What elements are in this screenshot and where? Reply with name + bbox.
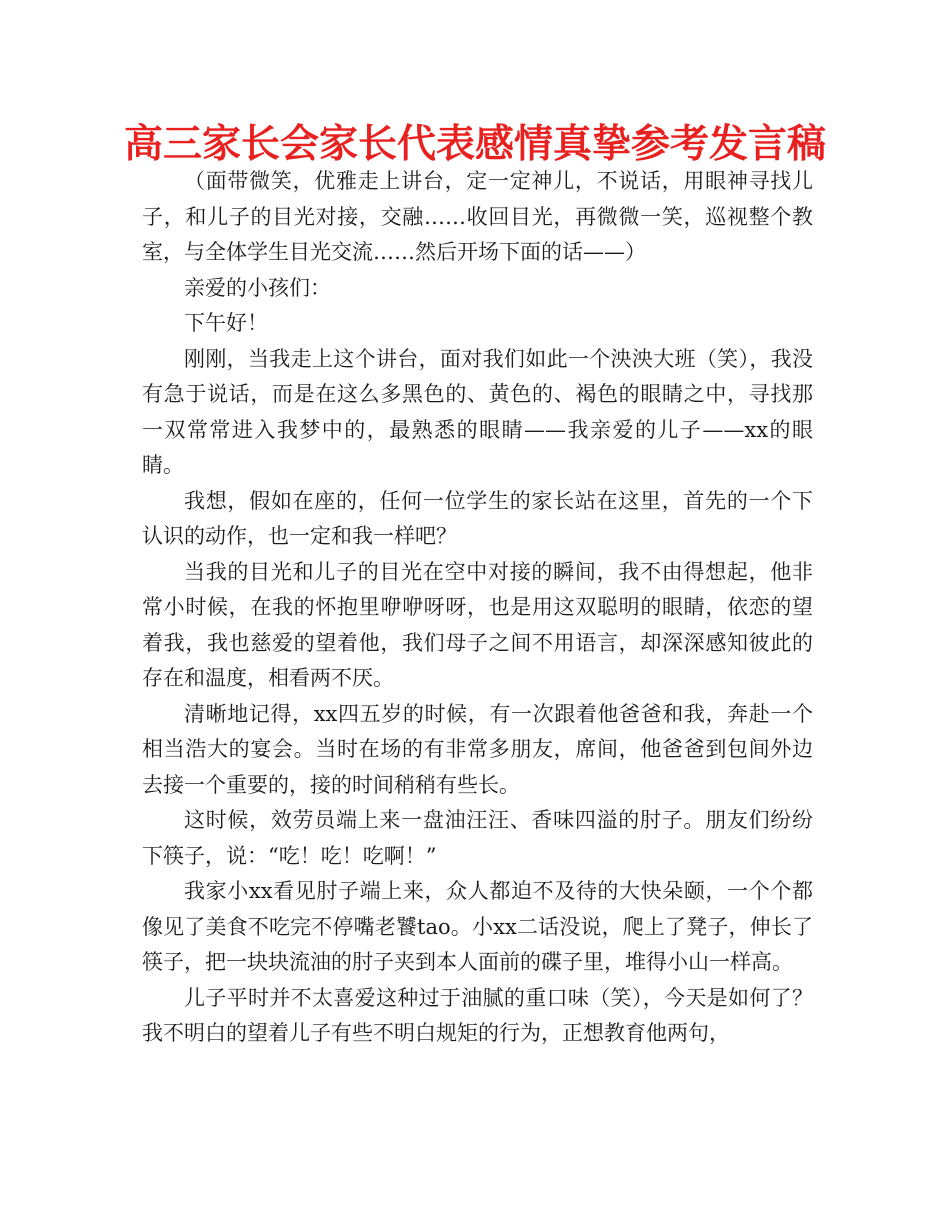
paragraph: 我想，假如在座的，任何一位学生的家长站在这里，首先的一个下认识的动作，也一定和我一样吧？	[142, 488, 813, 548]
document-body	[142, 164, 813, 1052]
paragraph: 刚刚，当我走上这个讲台，面对我们如此一个泱泱大班（笑），我没有急于说话，而是在这么多黑色的、黄色的、褐色的眼睛之中，寻找那一双常常进入我梦中的，最熟悉的眼睛——我亲爱的儿子——xx的眼睛。	[142, 346, 813, 477]
paragraph-greeting: 亲爱的小孩们：	[184, 275, 331, 300]
paragraph: 这时候，效劳员端上来一盘油汪汪、香味四溢的肘子。朋友们纷纷下筷子，说：“吃！吃！吃啊！”	[142, 808, 813, 868]
paragraph: 清晰地记得，xx四五岁的时候，有一次跟着他爸爸和我，奔赴一个相当浩大的宴会。当时在场的有非常多朋友，席间，他爸爸到包间外边去接一个重要的，接的时间稍稍有些长。	[142, 701, 813, 797]
paragraph-stage-direction: （面带微笑，优雅走上讲台，定一定神儿，不说话，用眼神寻找儿子，和儿子的目光对接，交融……收回目光，再微微一笑，巡视整个教室，与全体学生目光交流……然后开场下面的话——）	[142, 169, 813, 264]
paragraph-good-afternoon: 下午好！	[184, 311, 268, 335]
paragraph: 当我的目光和儿子的目光在空中对接的瞬间，我不由得想起，他非常小时候，在我的怀抱里咿咿呀呀，也是用这双聪明的眼睛，依恋的望着我，我也慈爱的望着他，我们母子之间不用语言，却深深感知彼此的存在和温度，相看两不厌。	[142, 559, 813, 690]
paragraph: 我家小xx看见肘子端上来，众人都迫不及待的大快朵颐，一个个都像见了美食不吃完不停嘴老饕tao。小xx二话没说，爬上了凳子，伸长了筷子，把一块块流油的肘子夹到本人面前的碟子里，堆得小山一样高。	[142, 879, 813, 974]
document-title: 高三家长会家长代表感情真挚参考发言稿	[123, 121, 826, 167]
paragraph: 儿子平时并不太喜爱这种过于油腻的重口味（笑），今天是如何了？我不明白的望着儿子有些不明白规矩的行为，正想教育他两句，	[142, 985, 813, 1045]
